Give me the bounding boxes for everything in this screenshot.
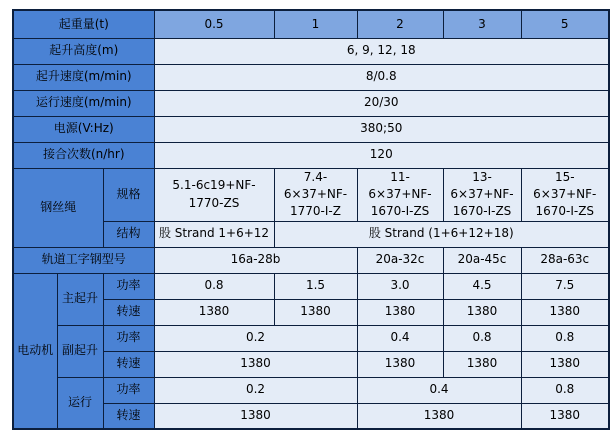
travel-power-0.5-1: 0.2: [154, 377, 357, 403]
row-main-hoist-power: [13, 273, 609, 299]
power-supply-value: 380;50: [154, 116, 609, 142]
main-hoist-label: 主起升: [57, 273, 103, 325]
engagement-rate-label: 接合次数(n/hr): [13, 142, 154, 168]
row-travel-power: [13, 377, 609, 403]
aux-hoist-label: 副起升: [57, 325, 103, 377]
travel-speed-5: 1380: [521, 403, 609, 429]
main-hoist-power-1: 1.5: [274, 273, 357, 299]
main-hoist-speed-2: 1380: [357, 299, 443, 325]
row-capacity-header: [13, 10, 609, 38]
row-lifting-height: [13, 38, 609, 64]
capacity-0.5: 0.5: [154, 10, 274, 38]
capacity-1: 1: [274, 10, 357, 38]
travel-speed-2-3: 1380: [357, 403, 521, 429]
aux-hoist-power-2: 0.4: [357, 325, 443, 351]
main-hoist-power-2: 3.0: [357, 273, 443, 299]
main-hoist-power-0.5: 0.8: [154, 273, 274, 299]
row-rail-beam: [13, 247, 609, 273]
row-travel-speed: [13, 403, 609, 429]
main-hoist-power-label: 功率: [103, 273, 154, 299]
wire-rope-spec-5: 15-6×37+NF-1670-I-ZS: [521, 168, 609, 221]
aux-hoist-power-3: 0.8: [443, 325, 521, 351]
rail-beam-label: 轨道工字钢型号: [13, 247, 154, 273]
wire-rope-structure-0.5: 股 Strand 1+6+12: [154, 221, 274, 247]
main-hoist-speed-5: 1380: [521, 299, 609, 325]
aux-hoist-power-label: 功率: [103, 325, 154, 351]
wire-rope-structure-rest: 股 Strand (1+6+12+18): [274, 221, 609, 247]
wire-rope-spec-label: 规格: [103, 168, 154, 221]
row-engagement-rate: [13, 142, 609, 168]
row-travel-speed: [13, 90, 609, 116]
main-hoist-speed-0.5: 1380: [154, 299, 274, 325]
row-wire-rope-structure: [13, 221, 609, 247]
aux-hoist-power-0.5-1: 0.2: [154, 325, 357, 351]
lifting-speed-value: 8/0.8: [154, 64, 609, 90]
capacity-label: 起重量(t): [13, 10, 154, 38]
lifting-height-label: 起升高度(m): [13, 38, 154, 64]
wire-rope-spec-3: 13-6×37+NF-1670-I-ZS: [443, 168, 521, 221]
wire-rope-spec-0.5: 5.1-6c19+NF-1770-ZS: [154, 168, 274, 221]
aux-hoist-power-5: 0.8: [521, 325, 609, 351]
aux-hoist-speed-5: 1380: [521, 351, 609, 377]
main-hoist-speed-label: 转速: [103, 299, 154, 325]
rail-beam-5: 28a-63c: [521, 247, 609, 273]
travel-speed-label: 转速: [103, 403, 154, 429]
main-hoist-power-3: 4.5: [443, 273, 521, 299]
row-wire-rope-spec: [13, 168, 609, 221]
aux-hoist-speed-0.5-1: 1380: [154, 351, 357, 377]
wire-rope-spec-1: 7.4-6×37+NF-1770-I-Z: [274, 168, 357, 221]
aux-hoist-speed-label: 转速: [103, 351, 154, 377]
lifting-speed-label: 起升速度(m/min): [13, 64, 154, 90]
wire-rope-structure-label: 结构: [103, 221, 154, 247]
travel-power-2-3: 0.4: [357, 377, 521, 403]
main-hoist-speed-3: 1380: [443, 299, 521, 325]
aux-hoist-speed-3: 1380: [443, 351, 521, 377]
travel-speed-label: 运行速度(m/min): [13, 90, 154, 116]
main-hoist-power-5: 7.5: [521, 273, 609, 299]
engagement-rate-value: 120: [154, 142, 609, 168]
lifting-height-value: 6, 9, 12, 18: [154, 38, 609, 64]
travel-power-5: 0.8: [521, 377, 609, 403]
travel-speed-value: 20/30: [154, 90, 609, 116]
power-supply-label: 电源(V:Hz): [13, 116, 154, 142]
aux-hoist-speed-2: 1380: [357, 351, 443, 377]
row-aux-hoist-speed: [13, 351, 609, 377]
row-power-supply: [13, 116, 609, 142]
rail-beam-0.5-1: 16a-28b: [154, 247, 357, 273]
motor-label: 电动机: [13, 273, 57, 429]
rail-beam-2: 20a-32c: [357, 247, 443, 273]
wire-rope-label: 钢丝绳: [13, 168, 103, 247]
row-lifting-speed: [13, 64, 609, 90]
row-aux-hoist-power: [13, 325, 609, 351]
wire-rope-spec-2: 11-6×37+NF-1670-I-ZS: [357, 168, 443, 221]
spec-table: [12, 9, 610, 430]
row-main-hoist-speed: [13, 299, 609, 325]
capacity-2: 2: [357, 10, 443, 38]
travel-speed-0.5-1: 1380: [154, 403, 357, 429]
travel-label: 运行: [57, 377, 103, 429]
capacity-3: 3: [443, 10, 521, 38]
rail-beam-3: 20a-45c: [443, 247, 521, 273]
capacity-5: 5: [521, 10, 609, 38]
main-hoist-speed-1: 1380: [274, 299, 357, 325]
travel-power-label: 功率: [103, 377, 154, 403]
